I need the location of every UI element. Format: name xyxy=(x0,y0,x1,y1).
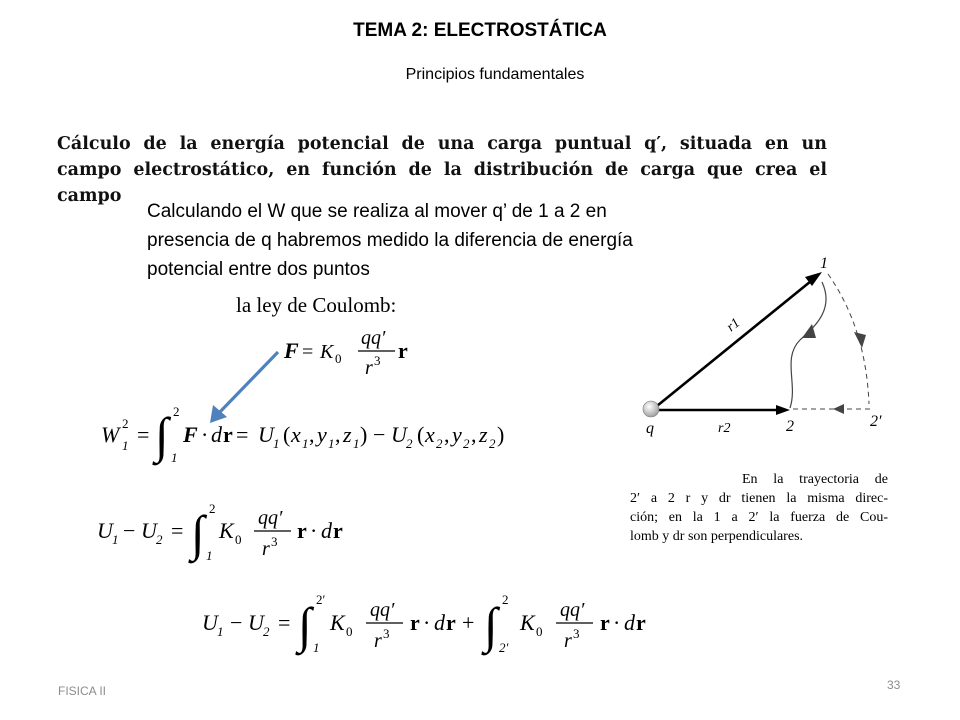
svg-text:U: U xyxy=(97,518,113,543)
svg-text:2: 2 xyxy=(156,532,163,547)
svg-text:+: + xyxy=(462,610,475,635)
vector-r2-arrowhead xyxy=(776,405,790,415)
svg-text:2: 2 xyxy=(463,436,470,451)
svg-text:r: r xyxy=(333,518,343,543)
svg-text:r: r xyxy=(223,422,233,447)
svg-text:1: 1 xyxy=(122,438,129,453)
diagram-caption xyxy=(630,470,888,546)
svg-text:r: r xyxy=(410,610,420,635)
svg-text:r: r xyxy=(297,518,307,543)
svg-text:−: − xyxy=(230,610,243,635)
svg-text:K: K xyxy=(520,610,535,635)
svg-text:3: 3 xyxy=(271,534,278,549)
svg-text:1: 1 xyxy=(206,548,213,563)
svg-text:1: 1 xyxy=(217,624,224,639)
svg-text:2: 2 xyxy=(263,624,270,639)
svg-text:qq′: qq′ xyxy=(361,327,386,349)
svg-text:=: = xyxy=(236,422,249,447)
svg-text:2: 2 xyxy=(122,416,129,431)
svg-text:·: · xyxy=(613,610,621,635)
svg-text:,: , xyxy=(471,422,477,447)
svg-text:U: U xyxy=(258,422,274,447)
svg-text:·: · xyxy=(423,610,431,635)
svg-text:2′: 2′ xyxy=(316,592,326,607)
svg-text:d: d xyxy=(434,610,445,635)
svg-text:3: 3 xyxy=(573,626,580,641)
footer-course: FISICA II xyxy=(58,684,107,698)
heading-line-1: Cálculo de la energía potencial de una carga puntual q′, situada en un xyxy=(57,134,827,154)
wavy-path xyxy=(790,282,826,408)
svg-text:1: 1 xyxy=(171,450,178,465)
point-2-prime-label: 2′ xyxy=(870,413,882,430)
svg-text:2: 2 xyxy=(173,404,180,419)
svg-text:2: 2 xyxy=(489,436,496,451)
svg-text:0: 0 xyxy=(346,624,353,639)
svg-text:0: 0 xyxy=(536,624,543,639)
svg-text:r: r xyxy=(398,338,408,363)
svg-text:2: 2 xyxy=(502,592,509,607)
svg-text:0: 0 xyxy=(235,532,242,547)
slide-subtitle: Principios fundamentales xyxy=(405,66,585,83)
svg-text:∫: ∫ xyxy=(155,407,169,463)
svg-text:1: 1 xyxy=(328,436,335,451)
caption-line-2: 2′ a 2 r y dr tienen la misma direc- xyxy=(630,491,888,506)
svg-text:qq′: qq′ xyxy=(370,599,395,621)
svg-text:∫: ∫ xyxy=(298,597,312,653)
svg-text:z: z xyxy=(343,422,352,447)
svg-text:x: x xyxy=(425,422,435,447)
svg-text:=: = xyxy=(171,518,184,543)
svg-text:∫: ∫ xyxy=(484,597,498,653)
vector-r2-label: r2 xyxy=(718,421,731,436)
svg-text:=: = xyxy=(137,422,150,447)
svg-text:U: U xyxy=(391,422,407,447)
svg-text:): ) xyxy=(360,422,368,447)
charge-q-ball xyxy=(643,401,659,417)
svg-text:qq′: qq′ xyxy=(560,599,585,621)
svg-text:3: 3 xyxy=(374,353,381,368)
svg-text:z: z xyxy=(479,422,488,447)
heading-line-3: campo xyxy=(57,186,122,206)
svg-text:2′: 2′ xyxy=(499,640,509,655)
svg-text:U: U xyxy=(202,610,218,635)
charge-label: q xyxy=(646,420,654,437)
svg-text:qq′: qq′ xyxy=(258,507,283,529)
svg-text:F: F xyxy=(284,338,299,363)
svg-text:1: 1 xyxy=(273,436,280,451)
svg-text:x: x xyxy=(291,422,301,447)
vector-r1-line xyxy=(652,277,816,410)
svg-text:1: 1 xyxy=(353,436,360,451)
caption-line-3: ción; en la 1 a 2′ la fuerza de Cou- xyxy=(630,510,888,525)
svg-text:K: K xyxy=(219,518,234,543)
svg-text:): ) xyxy=(497,422,505,447)
svg-text:d: d xyxy=(211,422,222,447)
caption-line-1: En la trayectoria de xyxy=(742,472,888,487)
svg-text:,: , xyxy=(335,422,341,447)
page-number: 33 xyxy=(887,678,901,692)
split-integral-equation xyxy=(200,588,690,660)
svg-text:3: 3 xyxy=(383,626,390,641)
svg-text:1: 1 xyxy=(302,436,309,451)
potential-difference-equation xyxy=(95,498,375,570)
callout-text: Calculando el W que se realiza al mover q’ de 1 a 2 en presencia de q habremos medido la diferencia de energía potencial entre dos puntos xyxy=(147,197,687,284)
svg-text:(: ( xyxy=(417,422,425,447)
svg-text:r: r xyxy=(600,610,610,635)
svg-text:r: r xyxy=(636,610,646,635)
vector-r1-label: r1 xyxy=(724,315,744,336)
svg-text:=: = xyxy=(278,610,291,635)
caption-line-4: lomb y dr son perpendiculares. xyxy=(630,529,804,544)
svg-text:−: − xyxy=(373,422,386,447)
svg-text:r: r xyxy=(374,630,382,652)
svg-text:,: , xyxy=(309,422,315,447)
svg-text:2: 2 xyxy=(406,436,413,451)
coulomb-equation xyxy=(280,322,430,380)
svg-text:K: K xyxy=(330,610,345,635)
svg-text:r: r xyxy=(365,357,373,379)
heading-line-2: campo electrostático, en función de la distribución de carga que crea el xyxy=(57,160,827,180)
svg-text:∫: ∫ xyxy=(191,505,205,561)
svg-text:(: ( xyxy=(283,422,291,447)
svg-text:=: = xyxy=(302,341,314,363)
svg-text:−: − xyxy=(123,518,136,543)
svg-text:d: d xyxy=(321,518,332,543)
point-2-label: 2 xyxy=(786,418,794,435)
svg-text:F: F xyxy=(183,422,198,447)
trajectory-diagram xyxy=(630,248,900,448)
svg-text:r: r xyxy=(446,610,456,635)
svg-text:r: r xyxy=(262,538,270,560)
svg-text:·: · xyxy=(310,518,318,543)
svg-text:W: W xyxy=(101,422,120,447)
svg-text:·: · xyxy=(201,422,209,447)
svg-text:2: 2 xyxy=(436,436,443,451)
work-equation xyxy=(95,396,565,468)
svg-text:2: 2 xyxy=(209,501,216,516)
svg-text:,: , xyxy=(444,422,450,447)
svg-text:U: U xyxy=(248,610,264,635)
svg-text:1: 1 xyxy=(112,532,119,547)
svg-text:y: y xyxy=(317,422,327,447)
svg-text:r: r xyxy=(564,630,572,652)
svg-text:d: d xyxy=(624,610,635,635)
svg-text:0: 0 xyxy=(335,351,342,366)
coulomb-law-label: la ley de Coulomb: xyxy=(236,293,397,317)
point-1-label: 1 xyxy=(820,255,828,272)
slide-title: TEMA 2: ELECTROSTÁTICA xyxy=(353,20,607,41)
svg-text:K: K xyxy=(320,341,334,363)
svg-text:U: U xyxy=(141,518,157,543)
svg-text:1: 1 xyxy=(313,640,320,655)
svg-text:y: y xyxy=(452,422,462,447)
